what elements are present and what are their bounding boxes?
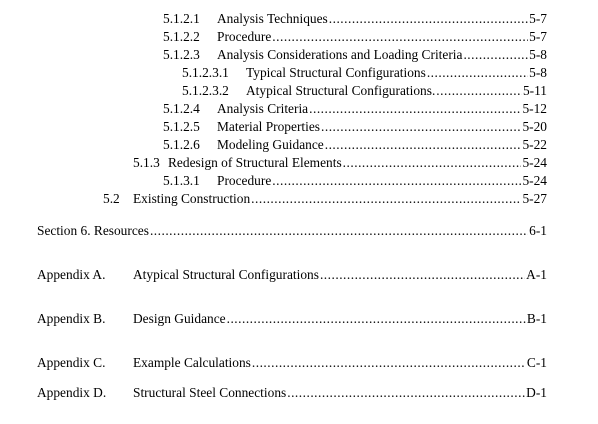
entry-number: 5.1.2.3.1	[182, 65, 229, 80]
entry-number: 5.1.2.2	[163, 29, 200, 44]
entry-page: 5-8	[529, 65, 547, 80]
entry-title: Procedure	[217, 29, 272, 44]
dot-leader	[272, 172, 521, 190]
entry-number: 5.1.2.3	[163, 47, 200, 62]
toc-entry-appendix-b[interactable]	[37, 310, 547, 328]
dot-leader	[463, 46, 528, 64]
entry-title: Example Calculations	[133, 355, 251, 370]
entry-label: Appendix C.	[37, 355, 106, 370]
dot-leader	[287, 384, 525, 402]
toc-entry-appendix-c[interactable]	[37, 354, 547, 372]
entry-page: 5-7	[529, 29, 547, 44]
entry-number: 5.2	[103, 191, 120, 206]
entry-page: B-1	[526, 311, 547, 326]
entry-page: 5-20	[522, 119, 547, 134]
entry-number: 5.1.2.5	[163, 119, 200, 134]
entry-title: Typical Structural Configurations	[246, 65, 426, 80]
entry-title: Material Properties	[217, 119, 320, 134]
entry-number: 5.1.2.3.2	[182, 83, 229, 98]
toc-entry-5-1-2-5[interactable]	[163, 118, 547, 136]
dot-leader	[325, 136, 522, 154]
dot-leader	[252, 354, 526, 372]
toc-entry-5-1-2-2[interactable]	[163, 28, 547, 46]
dot-leader	[321, 118, 521, 136]
entry-number: 5.1.2.6	[163, 137, 200, 152]
dot-leader	[272, 28, 528, 46]
entry-page: 5-12	[522, 101, 547, 116]
entry-page: 5-24	[522, 173, 547, 188]
entry-title: Existing Construction	[133, 191, 251, 206]
dot-leader	[427, 64, 528, 82]
toc-entry-5-1-2-3[interactable]	[163, 46, 547, 64]
dot-leader	[436, 82, 522, 100]
toc-entry-5-1-2-6[interactable]	[163, 136, 547, 154]
entry-number: 5.1.2.4	[163, 101, 200, 116]
toc-entry-5-1-3-1[interactable]	[163, 172, 547, 190]
entry-page: A-1	[526, 267, 547, 282]
entry-title: Section 6. Resources	[37, 223, 149, 238]
entry-page: 5-11	[522, 83, 547, 98]
entry-title: Design Guidance	[133, 311, 226, 326]
entry-title: Analysis Criteria	[217, 101, 309, 116]
entry-number: 5.1.3.1	[163, 173, 200, 188]
entry-title: Structural Steel Connections	[133, 385, 287, 400]
dot-leader	[309, 100, 521, 118]
toc-entry-5-1-2-3-1[interactable]	[182, 64, 547, 82]
toc-entry-5-1-2-3-2[interactable]	[182, 82, 547, 100]
entry-label: Appendix A.	[37, 267, 106, 282]
entry-page: 5-24	[522, 155, 547, 170]
entry-page: 5-22	[522, 137, 547, 152]
entry-title: Analysis Techniques	[217, 11, 328, 26]
toc-entry-5-1-2-1[interactable]	[163, 10, 547, 28]
toc-entry-section-6[interactable]	[37, 222, 547, 240]
entry-number: 5.1.3	[133, 155, 160, 170]
entry-title: Modeling Guidance	[217, 137, 324, 152]
toc-entry-5-2[interactable]	[103, 190, 547, 208]
entry-page: 5-7	[529, 11, 547, 26]
toc-entry-appendix-a[interactable]	[37, 266, 547, 284]
toc-entry-5-1-3[interactable]	[133, 154, 547, 172]
entry-title: Atypical Structural Configurations	[133, 267, 319, 282]
toc-entry-appendix-d[interactable]	[37, 384, 547, 402]
entry-page: 5-8	[529, 47, 547, 62]
entry-title: Analysis Considerations and Loading Criteria	[217, 47, 463, 62]
entry-page: 5-27	[522, 191, 547, 206]
entry-label: Appendix D.	[37, 385, 107, 400]
toc-entry-5-1-2-4[interactable]	[163, 100, 547, 118]
dot-leader	[320, 266, 525, 284]
dot-leader	[329, 10, 528, 28]
entry-number: 5.1.2.1	[163, 11, 200, 26]
entry-title: Atypical Structural Configurations.	[246, 83, 436, 98]
entry-page: 6-1	[529, 223, 547, 238]
dot-leader	[150, 222, 528, 240]
entry-title: Redesign of Structural Elements	[168, 155, 342, 170]
dot-leader	[227, 310, 526, 328]
dot-leader	[343, 154, 522, 172]
entry-title: Procedure	[217, 173, 272, 188]
entry-page: D-1	[526, 385, 547, 400]
entry-label: Appendix B.	[37, 311, 106, 326]
entry-page: C-1	[526, 355, 547, 370]
dot-leader	[251, 190, 521, 208]
